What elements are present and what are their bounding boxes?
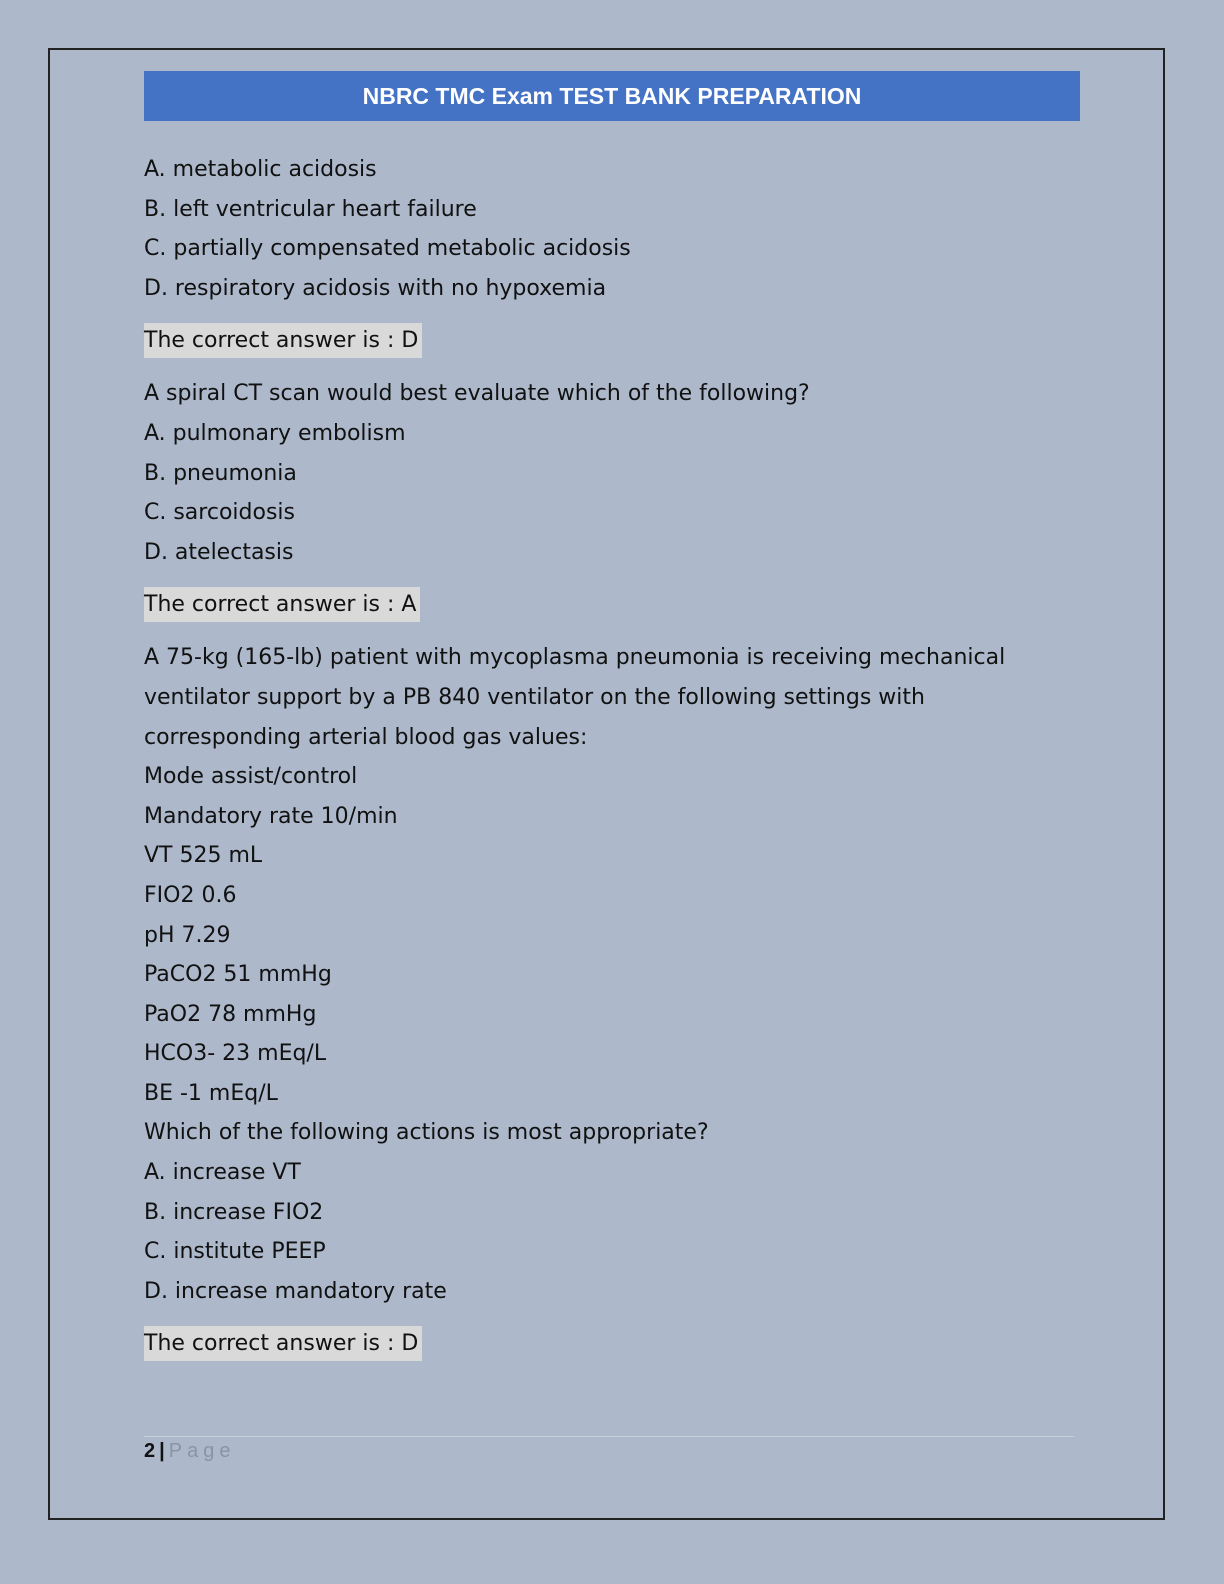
q1-option-a: A. metabolic acidosis [144,157,377,182]
q3-setting: pH 7.29 [144,922,231,948]
q3-option-d: D. increase mandatory rate [144,1278,447,1304]
q3-stem-line: corresponding arterial blood gas values: [144,724,588,750]
q3-stem-line: ventilator support by a PB 840 ventilator on the following settings with [144,684,925,710]
q3-setting: BE -1 mEq/L [144,1080,278,1106]
q2-answer: The correct answer is : A [144,587,420,622]
q2-option-a: A. pulmonary embolism [144,420,406,446]
q3-setting: VT 525 mL [144,843,263,869]
q3-setting: PaCO2 51 mmHg [144,962,332,988]
q3-question: Which of the following actions is most appropriate? [144,1120,709,1146]
q2-option-d: D. atelectasis [144,539,294,565]
page-label: Page [168,1440,236,1462]
q3-option-c: C. institute PEEP [144,1239,326,1265]
q2 [144,374,1074,572]
q1-option-d: D. respiratory acidosis with no hypoxemia [144,275,607,301]
q1-options [144,150,1074,308]
q3-stem-line: A 75-kg (165-lb) patient with mycoplasma pneumonia is receiving mechanical [144,645,1006,671]
q3-option-b: B. increase FIO2 [144,1199,324,1225]
q3-answer-row [144,1326,1074,1361]
page-number: 2 [144,1440,156,1462]
header-title: NBRC TMC Exam TEST BANK PREPARATION [362,82,862,109]
footer-divider [144,1436,1074,1437]
q2-option-b: B. pneumonia [144,460,297,486]
document-header [144,71,1080,121]
q2-answer-row [144,587,1074,622]
q2-stem: A spiral CT scan would best evaluate which of the following? [144,381,810,407]
page-footer [144,1440,235,1463]
q1-answer-row [144,323,1074,358]
q3-setting: HCO3- 23 mEq/L [144,1041,327,1067]
q3-option-a: A. increase VT [144,1160,301,1186]
q3-setting: Mandatory rate 10/min [144,803,398,829]
q1-option-c: C. partially compensated metabolic acidosis [144,236,631,262]
q3 [144,638,1074,1311]
page-content [144,150,1074,1377]
q3-setting: FIO2 0.6 [144,882,237,908]
q3-setting: PaO2 78 mmHg [144,1001,317,1027]
q3-setting: Mode assist/control [144,764,358,790]
q3-answer: The correct answer is : D [144,1326,422,1361]
q2-option-c: C. sarcoidosis [144,500,295,526]
q1-answer: The correct answer is : D [144,323,422,358]
footer-separator: | [159,1440,165,1462]
q1-option-b: B. left ventricular heart failure [144,196,477,222]
